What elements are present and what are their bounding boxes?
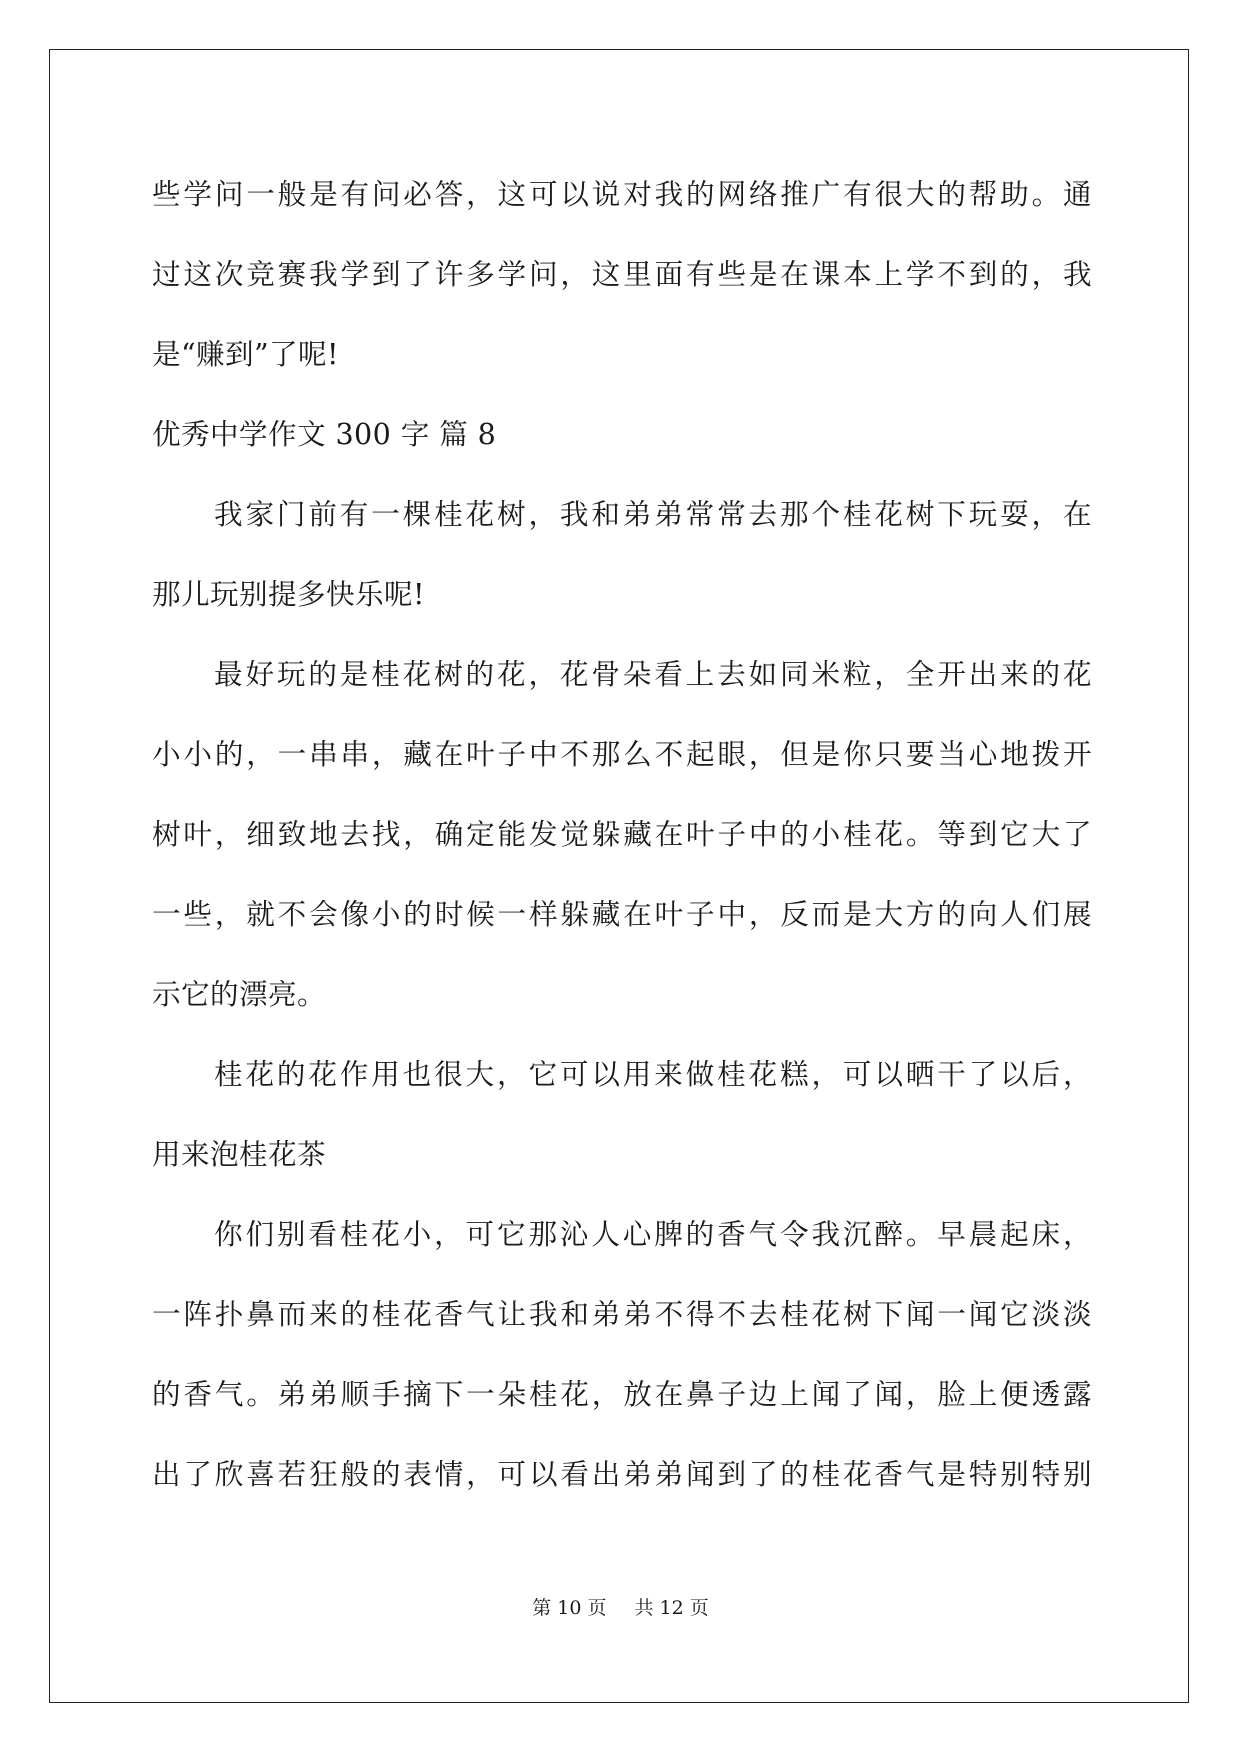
text-line: 一阵扑鼻而来的桂花香气让我和弟弟不得不去桂花树下闻一闻它淡淡 bbox=[152, 1297, 1092, 1331]
page-number: 第 10 页 bbox=[532, 1597, 607, 1619]
text-line: 是“赚到”了呢! bbox=[152, 337, 339, 371]
text-line: 一些，就不会像小的时候一样躲藏在叶子中，反而是大方的向人们展 bbox=[152, 897, 1092, 931]
text-line: 那儿玩别提多快乐呢! bbox=[152, 577, 425, 611]
text-line: 用来泡桂花茶 bbox=[152, 1137, 326, 1171]
text-line: 你们别看桂花小，可它那沁人心脾的香气令我沉醉。早晨起床， bbox=[214, 1217, 1092, 1251]
page-footer bbox=[0, 1593, 1241, 1623]
text-line: 过这次竞赛我学到了许多学问，这里面有些是在课本上学不到的，我 bbox=[152, 257, 1092, 291]
text-line: 出了欣喜若狂般的表情，可以看出弟弟闻到了的桂花香气是特别特别 bbox=[152, 1457, 1092, 1491]
text-line: 示它的漂亮。 bbox=[152, 977, 326, 1011]
text-line: 些学问一般是有问必答，这可以说对我的网络推广有很大的帮助。通 bbox=[152, 177, 1092, 211]
text-line: 树叶，细致地去找，确定能发觉躲藏在叶子中的小桂花。等到它大了 bbox=[152, 817, 1092, 851]
text-line: 的香气。弟弟顺手摘下一朵桂花，放在鼻子边上闻了闻，脸上便透露 bbox=[152, 1377, 1092, 1411]
section-heading: 优秀中学作文 300 字 篇 8 bbox=[152, 417, 497, 451]
text-line: 最好玩的是桂花树的花，花骨朵看上去如同米粒，全开出来的花 bbox=[214, 657, 1092, 691]
page-total: 共 12 页 bbox=[634, 1597, 709, 1619]
text-line: 小小的，一串串，藏在叶子中不那么不起眼，但是你只要当心地拨开 bbox=[152, 737, 1092, 771]
text-line: 桂花的花作用也很大，它可以用来做桂花糕，可以晒干了以后， bbox=[214, 1057, 1092, 1091]
text-line: 我家门前有一棵桂花树，我和弟弟常常去那个桂花树下玩耍，在 bbox=[214, 497, 1092, 531]
